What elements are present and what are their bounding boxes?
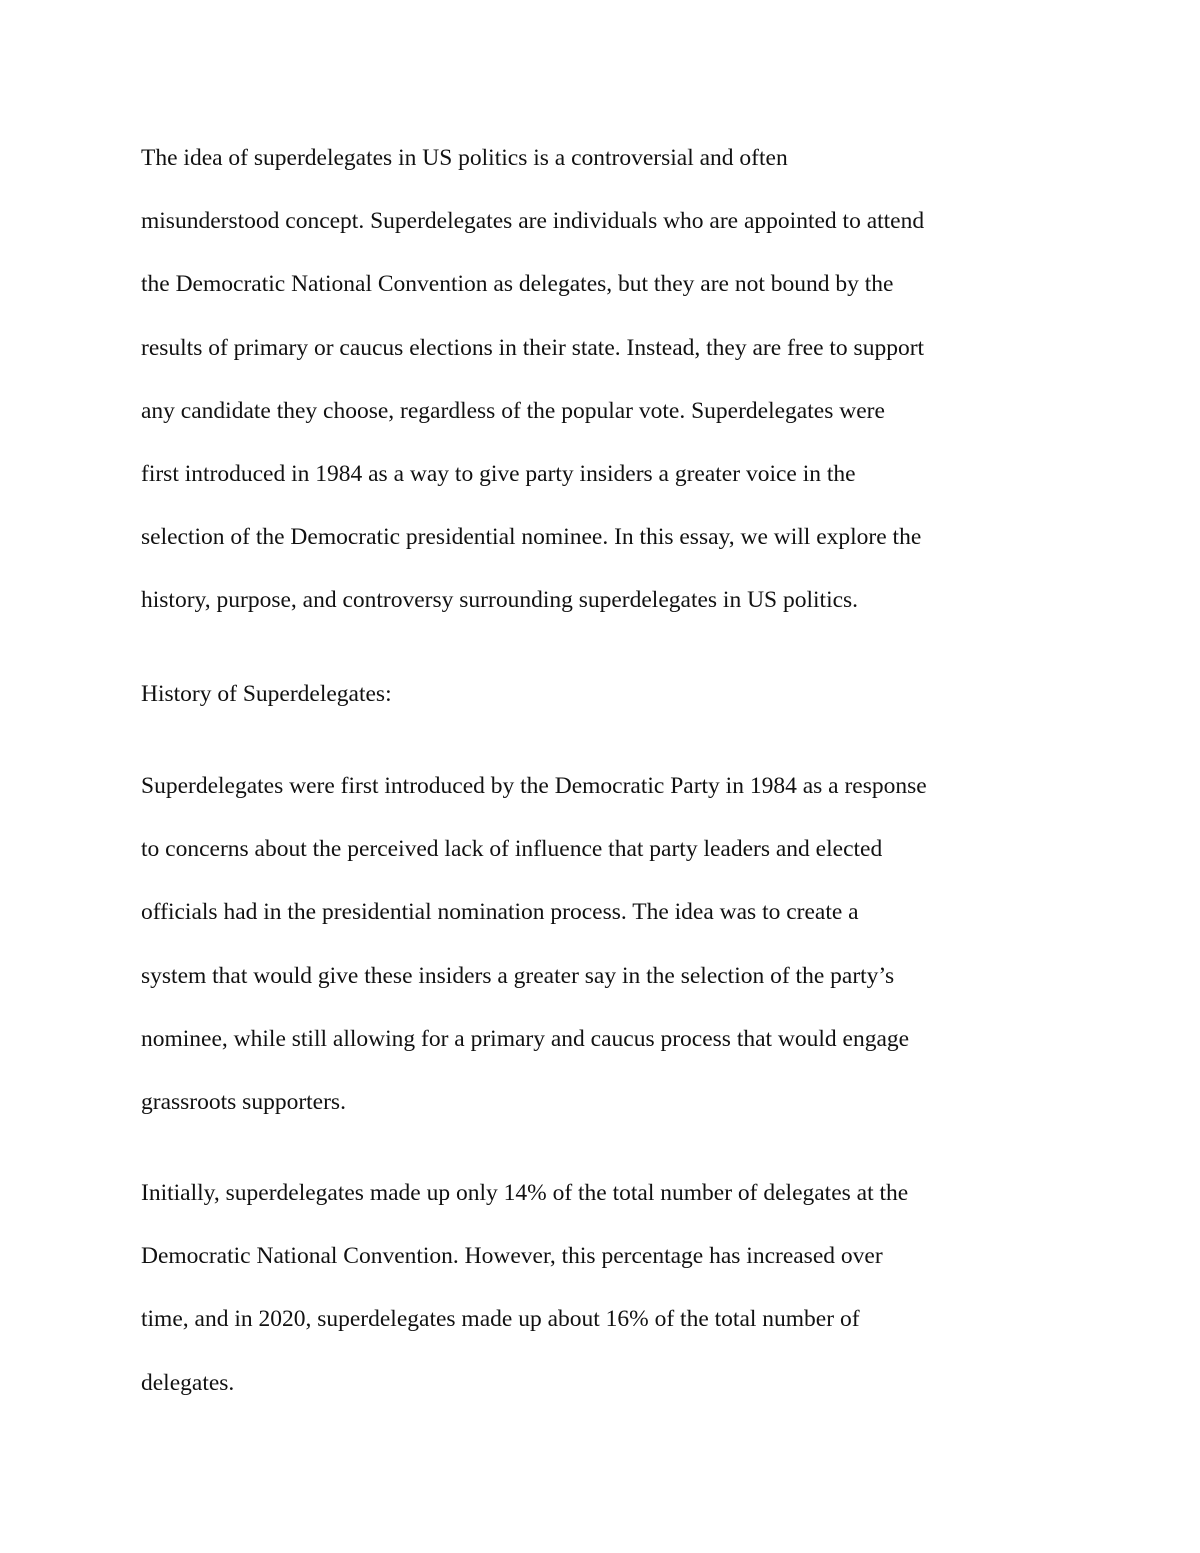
paragraph-line: officials had in the presidential nomination process. The idea was to create a (141, 899, 859, 926)
paragraph-line: selection of the Democratic presidential nominee. In this essay, we will explore the (141, 524, 922, 551)
paragraph-line: nominee, while still allowing for a primary and caucus process that would engage (141, 1025, 910, 1052)
section-heading-text: History of Superdelegates: (141, 681, 392, 707)
paragraph-line: Superdelegates were first introduced by the Democratic Party in 1984 as a response (141, 773, 927, 799)
intro-paragraph (141, 127, 1071, 633)
history-paragraph (141, 755, 1071, 1134)
paragraph-line: Initially, superdelegates made up only 14% of the total number of delegates at the (141, 1180, 909, 1206)
section-heading (141, 663, 1071, 726)
paragraph-line: misunderstood concept. Superdelegates are individuals who are appointed to attend (141, 208, 925, 235)
paragraph-line: results of primary or caucus elections in their state. Instead, they are free to support (141, 334, 925, 361)
percentage-paragraph (141, 1162, 1071, 1415)
paragraph-line: the Democratic National Convention as delegates, but they are not bound by the (141, 271, 894, 298)
paragraph-line: grassroots supporters. (141, 1088, 346, 1115)
paragraph-line: delegates. (141, 1369, 235, 1396)
paragraph-line: any candidate they choose, regardless of the popular vote. Superdelegates were (141, 397, 885, 424)
paragraph-line: Democratic National Convention. However, this percentage has increased over (141, 1243, 883, 1270)
paragraph-line: first introduced in 1984 as a way to give party insiders a greater voice in the (141, 460, 856, 487)
paragraph-line: to concerns about the perceived lack of influence that party leaders and elected (141, 836, 883, 863)
paragraph-line: history, purpose, and controversy surrounding superdelegates in US politics. (141, 587, 859, 614)
paragraph-line: system that would give these insiders a greater say in the selection of the party’s (141, 962, 895, 989)
paragraph-line: time, and in 2020, superdelegates made up about 16% of the total number of (141, 1306, 860, 1333)
paragraph-line: The idea of superdelegates in US politics is a controversial and often (141, 145, 788, 171)
